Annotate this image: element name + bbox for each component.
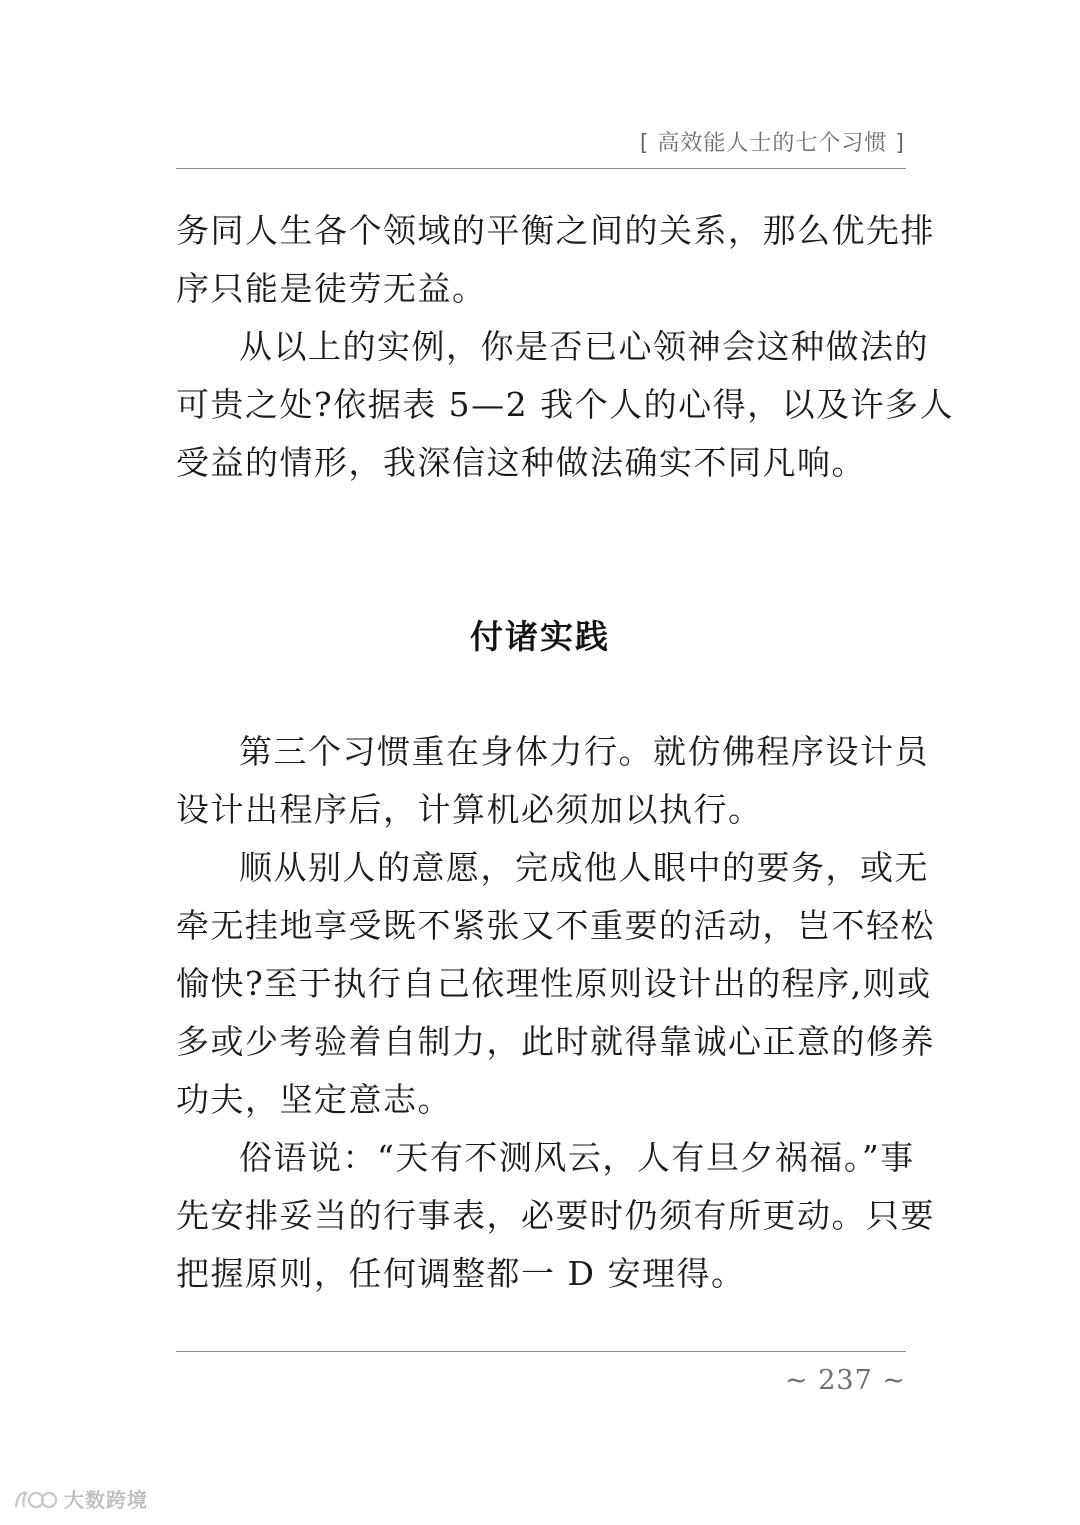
paragraph-4-line-1: 顺从别人的意愿，完成他人眼中的要务，或无 <box>239 848 929 887</box>
paragraph-5-line-1: 俗语说：“天有不测风云，人有旦夕祸福。”事 <box>239 1138 915 1177</box>
paragraph-5-line-3: 把握原则，任何调整都一 D 安理得。 <box>176 1254 746 1293</box>
paragraph-1-line-2: 序只能是徒劳无益。 <box>176 269 487 308</box>
paragraph-4-line-3: 愉快?至于执行自己依理性原则设计出的程序,则或 <box>176 964 932 1003</box>
paragraph-2-line-1: 从以上的实例，你是否已心领神会这种做法的 <box>239 327 929 366</box>
dashuju-logo-icon <box>12 1485 58 1513</box>
paragraph-2-line-2: 可贵之处?依据表 5—2 我个人的心得，以及许多人 <box>176 385 955 424</box>
watermark-text: 大数跨境 <box>64 1488 148 1512</box>
paragraph-2-line-3: 受益的情形，我深信这种做法确实不同凡响。 <box>176 443 866 482</box>
footer-divider <box>176 1351 906 1352</box>
paragraph-4-line-4: 多或少考验着自制力，此时就得靠诚心正意的修养 <box>176 1022 935 1061</box>
section-heading: 付诸实践 <box>470 617 610 656</box>
paragraph-3-line-2: 设计出程序后，计算机必须加以执行。 <box>176 790 763 829</box>
paragraph-5-line-2: 先安排妥当的行事表，必要时仍须有所更动。只要 <box>176 1196 935 1235</box>
watermark <box>12 1484 148 1513</box>
paragraph-1-line-1: 务同人生各个领域的平衡之间的关系，那么优先排 <box>176 211 935 250</box>
page-number: ~ 237 ~ <box>785 1365 906 1396</box>
paragraph-3-line-1: 第三个习惯重在身体力行。就仿佛程序设计员 <box>239 732 929 771</box>
paragraph-4-line-5: 功夫，坚定意志。 <box>176 1080 452 1119</box>
running-header-title: [ 高效能人士的七个习惯 ] <box>639 131 905 156</box>
paragraph-4-line-2: 牵无挂地享受既不紧张又不重要的活动，岂不轻松 <box>176 906 935 945</box>
header-divider <box>176 168 906 169</box>
